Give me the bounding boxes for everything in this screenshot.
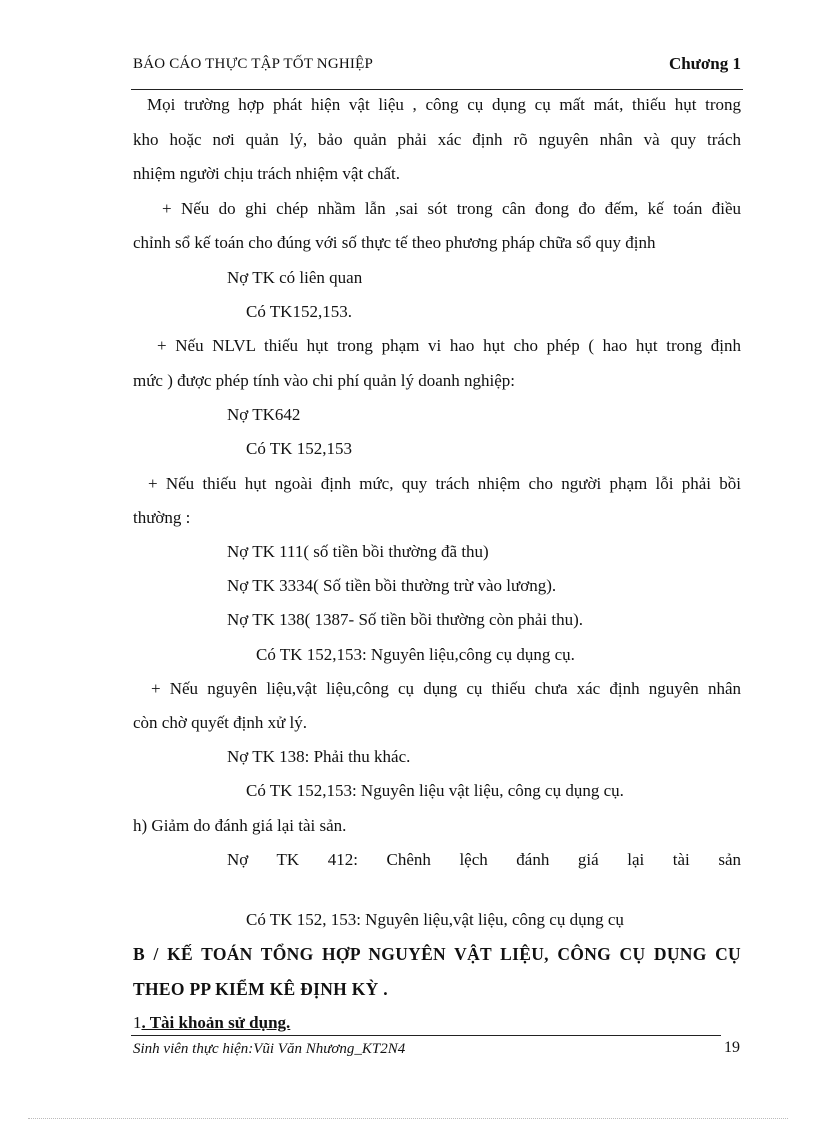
journal-entry: Nợ TK 138: Phải thu khác. — [227, 747, 411, 766]
journal-entry: Có TK 152,153: Nguyên liệu,công cụ dụng cụ. — [256, 645, 575, 664]
footer-student: Sinh viên thực hiện:Vũi Văn Nhương_KT2N4 — [133, 1041, 406, 1057]
journal-entry: Có TK 152,153: Nguyên liệu vật liệu, công cụ dụng cụ. — [246, 781, 624, 800]
page-number: 19 — [724, 1039, 740, 1056]
journal-entry: Nợ TK có liên quan — [227, 268, 363, 287]
subsection-heading: h) Giảm do đánh giá lại tài sản. — [133, 816, 347, 835]
body-line: + Nếu do ghi chép nhầm lẫn ,sai sót trong cân đong đo đếm, kế toán điều — [162, 199, 741, 218]
section-heading: B / KẾ TOÁN TỔNG HỢP NGUYÊN VẬT LIỆU, CÔNG CỤ DỤNG CỤ — [133, 944, 741, 964]
journal-entry: Nợ TK 412: Chênh lệch đánh giá lại tài sản — [227, 850, 741, 869]
section-heading: THEO PP KIỂM KÊ ĐỊNH KỲ . — [133, 979, 388, 999]
subsection-title — [133, 1013, 290, 1033]
journal-entry: Nợ TK 3334( Số tiền bồi thường trừ vào lương). — [227, 576, 557, 595]
body-line: thường : — [133, 508, 191, 527]
body-line: mức ) được phép tính vào chi phí quản lý doanh nghiệp: — [133, 371, 515, 390]
body-line: chỉnh sổ kế toán cho đúng với số thực tế theo phương pháp chữa sổ quy định — [133, 233, 656, 252]
page-bottom-edge — [28, 1118, 788, 1119]
subsection-label: . Tài khoản sử dụng. — [141, 1013, 291, 1032]
header-divider — [131, 89, 743, 90]
body-line: Mọi trường hợp phát hiện vật liệu , công cụ dụng cụ mất mát, thiếu hụt trong — [147, 95, 741, 114]
body-line: + Nếu NLVL thiếu hụt trong phạm vi hao hụt cho phép ( hao hụt trong định — [157, 336, 741, 355]
chapter-label: Chương 1 — [668, 54, 741, 73]
body-line: + Nếu thiếu hụt ngoài định mức, quy trách nhiệm cho người phạm lỗi phải bồi — [148, 474, 741, 493]
body-line: + Nếu nguyên liệu,vật liệu,công cụ dụng cụ thiếu chưa xác định nguyên nhân — [151, 679, 741, 698]
body-line: kho hoặc nơi quản lý, bảo quản phải xác định rõ nguyên nhân và quy trách — [133, 130, 741, 149]
journal-entry: Nợ TK 138( 1387- Số tiền bồi thường còn phải thu). — [227, 610, 583, 629]
footer-divider — [131, 1035, 721, 1036]
journal-entry: Có TK 152,153 — [246, 439, 352, 458]
journal-entry: Nợ TK642 — [227, 405, 301, 424]
journal-entry: Có TK152,153. — [246, 302, 352, 321]
body-line: còn chờ quyết định xử lý. — [133, 713, 308, 732]
header-title: BÁO CÁO THỰC TẬP TỐT NGHIỆP — [133, 56, 373, 72]
journal-entry: Có TK 152, 153: Nguyên liệu,vật liệu, công cụ dụng cụ — [246, 910, 624, 929]
body-line: nhiệm người chịu trách nhiệm vật chất. — [133, 164, 400, 183]
subsection-number: 1 — [133, 1013, 142, 1032]
journal-entry: Nợ TK 111( số tiền bồi thường đã thu) — [227, 542, 489, 561]
